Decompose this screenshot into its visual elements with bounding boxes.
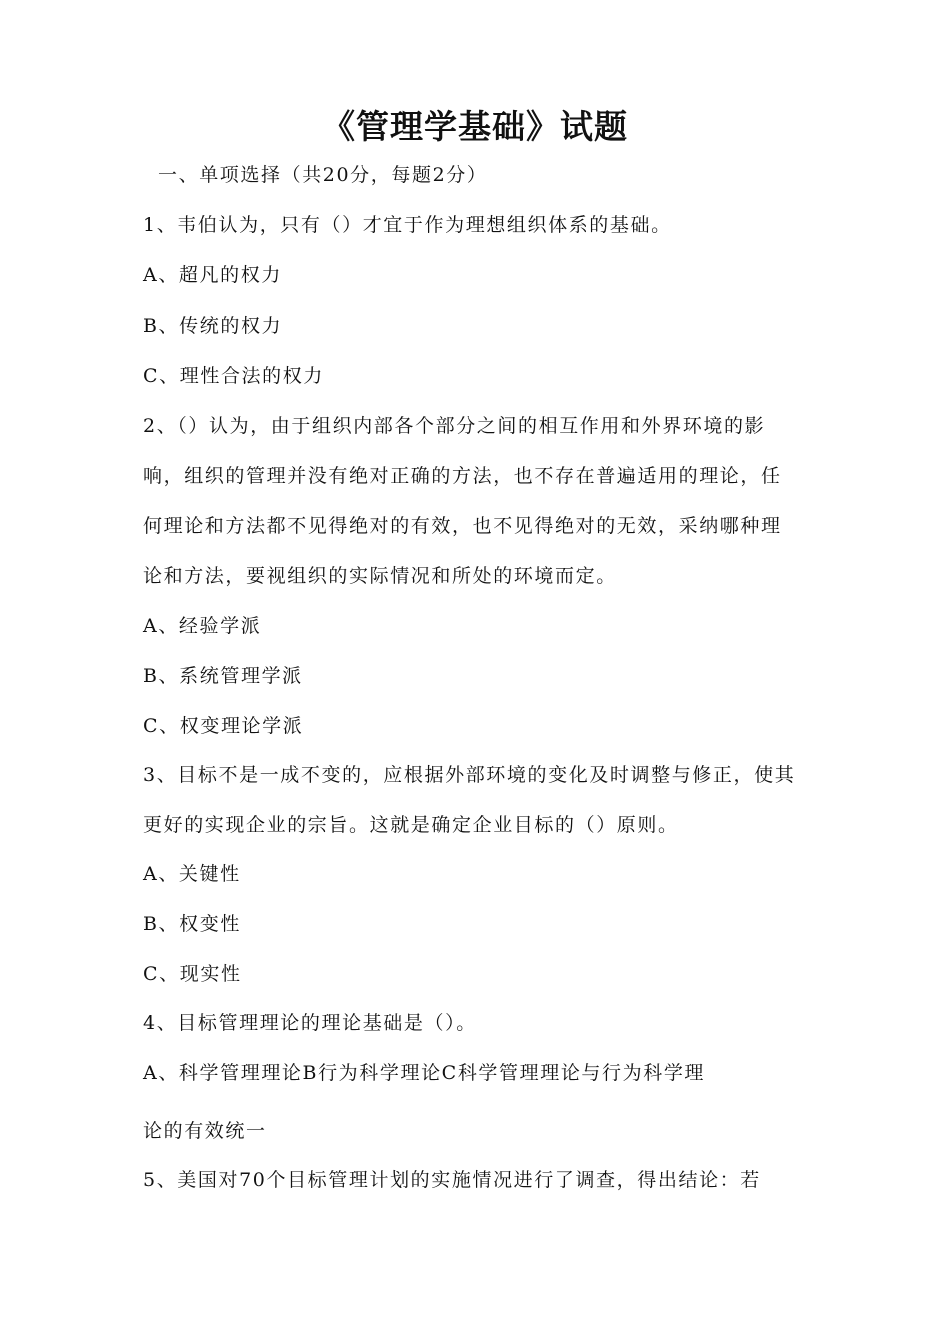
question-2-line-3: 何理论和方法都不见得绝对的有效，也不见得绝对的无效，采纳哪种理 xyxy=(143,515,782,537)
question-1: 1、韦伯认为，只有（）才宜于作为理想组织体系的基础。 xyxy=(143,214,672,236)
question-2-line-2: 响，组织的管理并没有绝对正确的方法，也不存在普遍适用的理论，任 xyxy=(143,465,782,487)
q2-option-c: C、权变理论学派 xyxy=(143,715,304,737)
page-title: 《管理学基础》试题 xyxy=(322,107,628,146)
q3-option-b: B、权变性 xyxy=(143,913,241,935)
q2-option-a: A、经验学派 xyxy=(143,615,262,637)
q1-option-a: A、超凡的权力 xyxy=(143,264,282,286)
q2-option-b: B、系统管理学派 xyxy=(143,665,303,687)
question-4: 4、目标管理理论的理论基础是（）。 xyxy=(143,1012,477,1034)
question-5: 5、美国对70个目标管理计划的实施情况进行了调查，得出结论：若 xyxy=(143,1169,761,1191)
q1-option-b: B、传统的权力 xyxy=(143,315,283,337)
q3-option-a: A、关键性 xyxy=(143,863,241,885)
q4-options-line-1: A、科学管理理论B行为科学理论C科学管理理论与行为科学理 xyxy=(143,1062,706,1084)
q1-option-c: C、理性合法的权力 xyxy=(143,365,324,387)
q4-options-line-2: 论的有效统一 xyxy=(143,1120,267,1142)
question-2-line-1: 2、（）认为，由于组织内部各个部分之间的相互作用和外界环境的影 xyxy=(143,415,766,437)
section-heading: 一、单项选择（共20分，每题2分） xyxy=(158,164,488,186)
question-3-line-2: 更好的实现企业的宗旨。这就是确定企业目标的（）原则。 xyxy=(143,814,679,836)
q3-option-c: C、现实性 xyxy=(143,963,242,985)
question-3-line-1: 3、目标不是一成不变的，应根据外部环境的变化及时调整与修正，使其 xyxy=(143,764,796,786)
question-2-line-4: 论和方法，要视组织的实际情况和所处的环境而定。 xyxy=(143,565,617,587)
